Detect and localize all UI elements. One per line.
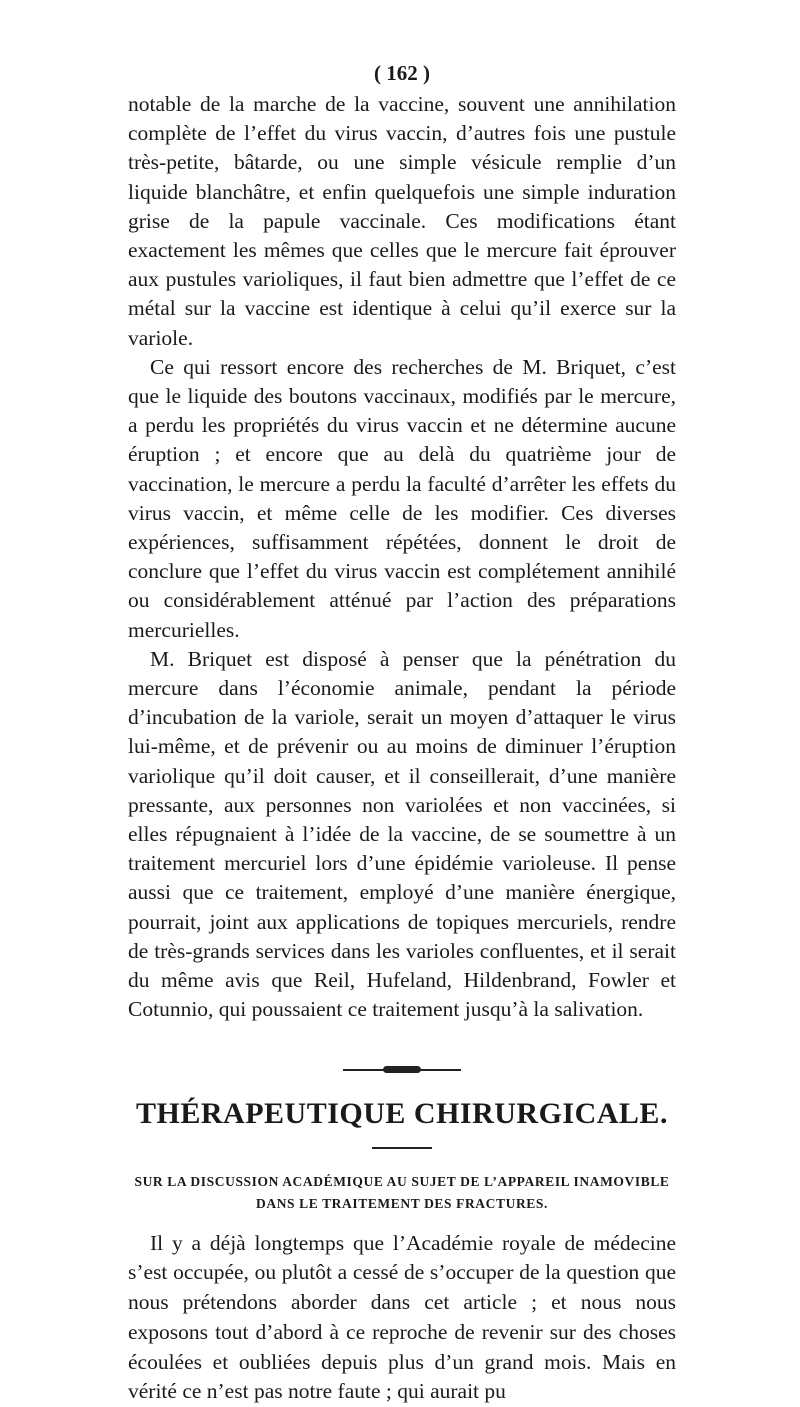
document-page [128, 58, 676, 1407]
paragraph-briquet-findings: Ce qui ressort encore des recherches de M. Briquet, c’est que le liquide des boutons vaccinaux, modifiés par le mercure, a perdu les propriétés du virus vaccin et ne détermine aucune éruption ; et encore que au delà du quatrième jour de vaccination, le mercure a perdu la faculté d’arrêter les effets du virus vaccin, et même celle de les modifier. Ces diverses expériences, suffisamment répétées, donnent le droit de conclure que l’effet du virus vaccin est complétement annihilé ou considérablement atténué par l’action des préparations mercurielles. [128, 353, 676, 645]
ornamental-divider [343, 1065, 461, 1075]
article-subheading [128, 1171, 676, 1215]
subheading-line-2: DANS LE TRAITEMENT DES FRACTURES. [128, 1193, 676, 1215]
paragraph-continuation: notable de la marche de la vaccine, souvent une annihilation complète de l’effet du virus vaccin, d’autres fois une pustule très-petite, bâtarde, ou une simple vésicule remplie d’un liquide blanchâtre, et enfin quelquefois une simple induration grise de la papule vaccinale. Ces modifications étant exactement les mêmes que celles que le mercure fait éprouver aux pustules varioliques, il faut bien admettre que l’effet de ce métal sur la vaccine est identique à celui qu’il exerce sur la variole. [128, 90, 676, 353]
section-heading: THÉRAPEUTIQUE CHIRURGICALE. [128, 1095, 676, 1133]
paragraph-briquet-proposal: M. Briquet est disposé à penser que la pénétration du mercure dans l’économie animale, pendant la période d’incubation de la variole, serait un moyen d’attaquer le virus lui-même, et de prévenir ou au moins de diminuer l’éruption variolique qu’il doit causer, et il conseillerait, d’une manière pressante, aux personnes non variolées et non vaccinées, si elles répugnaient à l’idée de la vaccine, de se soumettre à un traitement mercuriel lors d’une épidémie varioleuse. Il pense aussi que ce traitement, employé d’une manière énergique, pourrait, joint aux applications de topiques mercuriels, rendre de très-grands services dans les varioles confluentes, et il serait du même avis que Reil, Hufeland, Hildenbrand, Fowler et Cotunnio, qui poussaient ce traitement jusqu’à la salivation. [128, 645, 676, 1025]
section-paragraph: Il y a déjà longtemps que l’Académie royale de médecine s’est occupée, ou plutôt a cessé de s’occuper de la question que nous prétendons aborder dans cet article ; et nous nous exposons tout d’abord à ce reproche de revenir sur des choses écoulées et oubliées depuis plus d’un grand mois. Mais en vérité ce n’est pas notre faute ; qui aurait pu [128, 1229, 676, 1407]
heading-rule [372, 1147, 432, 1149]
page-number: ( 162 ) [128, 58, 676, 88]
subheading-line-1: SUR LA DISCUSSION ACADÉMIQUE AU SUJET DE L’APPAREIL INAMOVIBLE [128, 1171, 676, 1193]
